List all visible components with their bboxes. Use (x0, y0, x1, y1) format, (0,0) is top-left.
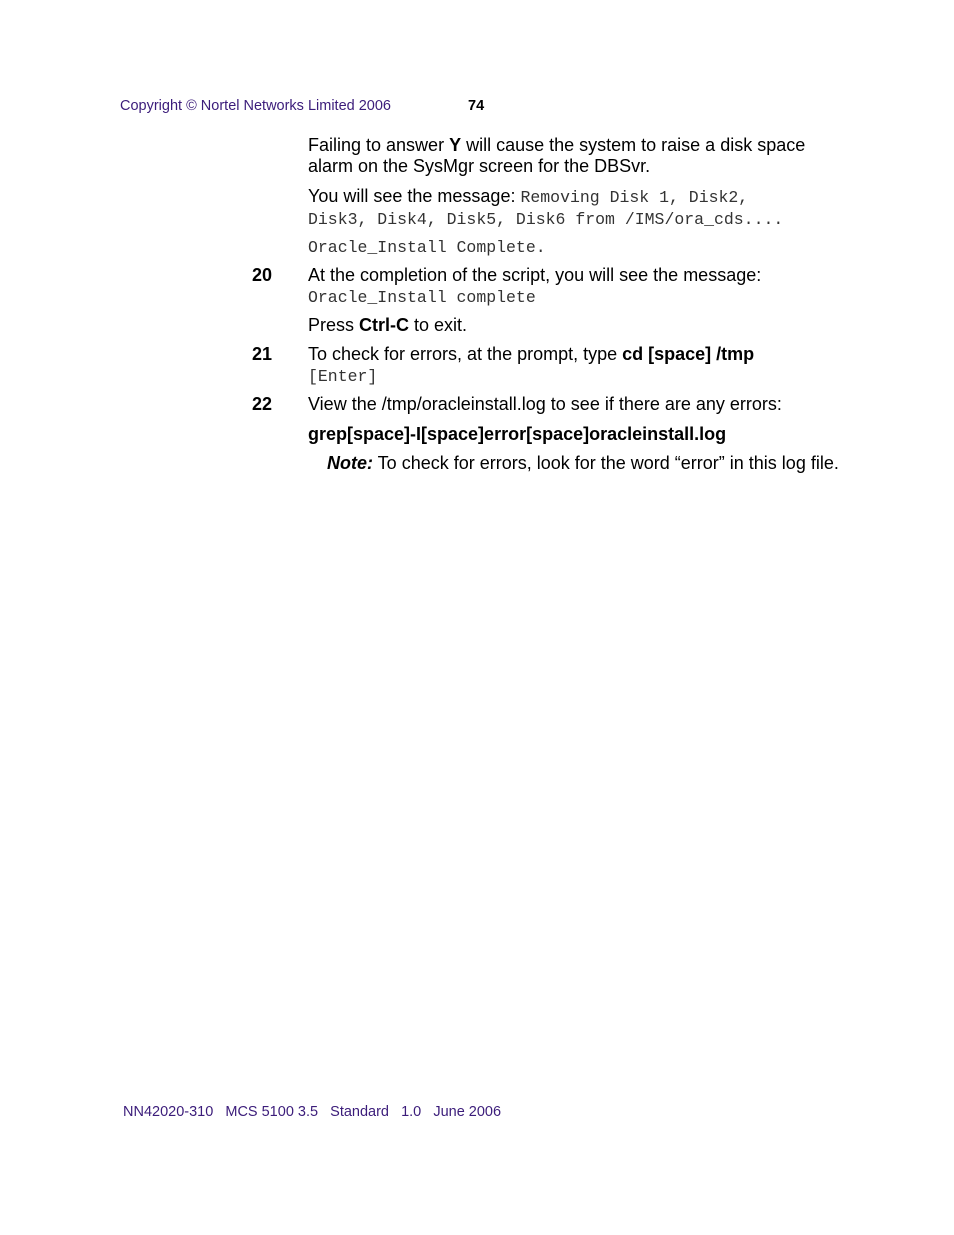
paragraph-oracle-complete (308, 236, 848, 258)
p2-code-line2: Disk3, Disk4, Disk5, Disk6 from /IMS/ora_cds.... (308, 210, 784, 229)
paragraph-message (308, 186, 848, 230)
step-number-20: 20 (252, 265, 273, 285)
press-post: to exit. (409, 315, 468, 335)
grep-command: grep[space]-I[space]error[space]oracleinstall.log (308, 424, 727, 444)
note (327, 453, 847, 474)
step21-text: To check for errors, at the prompt, type (308, 344, 623, 364)
p2-text-pre: You will see the message: (308, 186, 521, 206)
step20-text: At the completion of the script, you will see the message: (308, 265, 762, 285)
step22-text: View the /tmp/oracleinstall.log to see if there are any errors: (308, 394, 782, 414)
p1-text-bold: Y (449, 135, 462, 155)
step-22-text (308, 394, 848, 415)
page-number: 74 (468, 98, 485, 114)
press-bold: Ctrl-C (359, 315, 410, 335)
header-copyright: Copyright © Nortel Networks Limited 2006 (120, 98, 391, 114)
step-21-text (308, 344, 848, 387)
note-text: To check for errors, look for the word “error” in this log file. (373, 453, 839, 473)
step-20-text (308, 265, 848, 308)
note-label: Note: (327, 453, 373, 473)
p1-text-post: will cause the system to raise a disk space alarm on the SysMgr screen for the DBSvr. (308, 135, 806, 176)
paragraph-failing-to-answer (308, 135, 848, 177)
footer: NN42020-310 MCS 5100 3.5 Standard 1.0 June 2006 (123, 1104, 502, 1120)
step21-code: [Enter] (308, 367, 378, 386)
press-pre: Press (308, 315, 360, 335)
p2-code-line1: Removing Disk 1, Disk2, (520, 188, 749, 207)
step20-code: Oracle_Install complete (308, 288, 536, 307)
step21-bold: cd [space] /tmp (622, 344, 755, 364)
p3-code: Oracle_Install Complete. (308, 238, 546, 257)
p1-text-pre: Failing to answer (308, 135, 450, 155)
step-number-21: 21 (252, 344, 273, 364)
step-number-22: 22 (252, 394, 273, 414)
paragraph-press-ctrl-c (308, 315, 848, 336)
